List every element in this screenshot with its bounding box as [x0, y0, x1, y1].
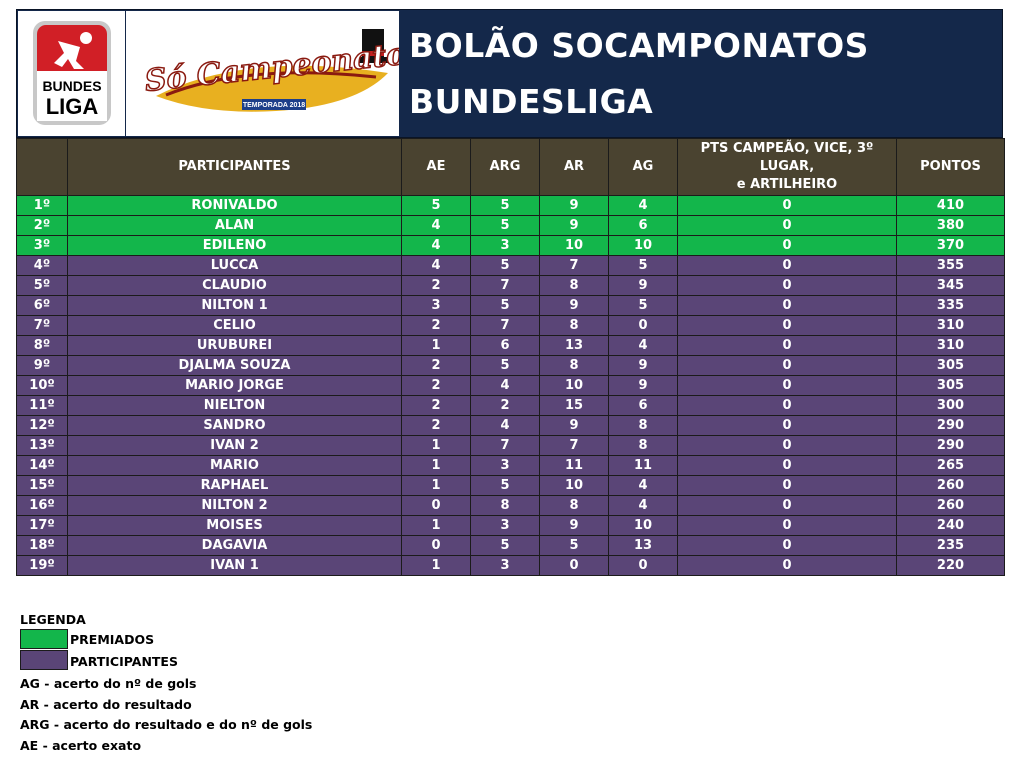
- pontos-cell: 290: [897, 416, 1005, 436]
- ag-cell: 8: [609, 436, 678, 456]
- pontos-cell: 310: [897, 316, 1005, 336]
- arg-cell: 7: [471, 316, 540, 336]
- arg-cell: 7: [471, 436, 540, 456]
- pontos-cell: 265: [897, 456, 1005, 476]
- table-row: [17, 276, 1005, 296]
- ar-cell: 13: [540, 336, 609, 356]
- header-ar: AR: [540, 139, 609, 196]
- ae-cell: 2: [402, 396, 471, 416]
- legend-participantes-swatch: [20, 650, 68, 670]
- position-cell: 14º: [17, 456, 68, 476]
- table-row: [17, 516, 1005, 536]
- pts-cell: 0: [678, 436, 897, 456]
- pts-cell: 0: [678, 376, 897, 396]
- ag-cell: 9: [609, 276, 678, 296]
- arg-cell: 5: [471, 476, 540, 496]
- participant-name-cell: URUBUREI: [68, 336, 402, 356]
- pts-cell: 0: [678, 236, 897, 256]
- pts-cell: 0: [678, 396, 897, 416]
- participant-name-cell: LUCCA: [68, 256, 402, 276]
- header-ae: AE: [402, 139, 471, 196]
- ar-cell: 9: [540, 216, 609, 236]
- pontos-cell: 305: [897, 356, 1005, 376]
- ag-cell: 5: [609, 296, 678, 316]
- table-row: [17, 436, 1005, 456]
- pts-cell: 0: [678, 336, 897, 356]
- participant-name-cell: IVAN 2: [68, 436, 402, 456]
- table-row: [17, 536, 1005, 556]
- ag-cell: 4: [609, 196, 678, 216]
- page-title-line2: BUNDESLIGA: [409, 82, 654, 121]
- pontos-cell: 355: [897, 256, 1005, 276]
- legend-note-ag: AG - acerto do nº de gols: [20, 676, 197, 691]
- ae-cell: 2: [402, 356, 471, 376]
- ar-cell: 0: [540, 556, 609, 576]
- table-row: [17, 236, 1005, 256]
- ar-cell: 10: [540, 476, 609, 496]
- arg-cell: 3: [471, 456, 540, 476]
- arg-cell: 5: [471, 216, 540, 236]
- table-row: [17, 496, 1005, 516]
- header-pts-line1: PTS CAMPEÃO, VICE, 3º LUGAR,: [700, 141, 874, 174]
- header-pos: [17, 139, 68, 196]
- pts-cell: 0: [678, 456, 897, 476]
- participant-name-cell: DJALMA SOUZA: [68, 356, 402, 376]
- participant-name-cell: ALAN: [68, 216, 402, 236]
- legend-note-ar: AR - acerto do resultado: [20, 697, 192, 712]
- pontos-cell: 380: [897, 216, 1005, 236]
- ranking-table: [16, 138, 1005, 576]
- pontos-cell: 240: [897, 516, 1005, 536]
- table-row: [17, 416, 1005, 436]
- pontos-cell: 220: [897, 556, 1005, 576]
- position-cell: 15º: [17, 476, 68, 496]
- pts-cell: 0: [678, 256, 897, 276]
- bundesliga-logo-graphic: [18, 11, 125, 136]
- ranking-table-body: [17, 196, 1005, 576]
- header-pontos: PONTOS: [897, 139, 1005, 196]
- table-header-row: [17, 139, 1005, 196]
- pts-cell: 0: [678, 516, 897, 536]
- page-title-line1: BOLÃO SOCAMPONATOS: [409, 26, 869, 65]
- position-cell: 10º: [17, 376, 68, 396]
- ae-cell: 2: [402, 416, 471, 436]
- arg-cell: 7: [471, 276, 540, 296]
- legend-note-ae: AE - acerto exato: [20, 738, 142, 753]
- table-row: [17, 296, 1005, 316]
- ag-cell: 13: [609, 536, 678, 556]
- ag-cell: 11: [609, 456, 678, 476]
- pts-cell: 0: [678, 196, 897, 216]
- ae-cell: 1: [402, 436, 471, 456]
- participant-name-cell: MARIO JORGE: [68, 376, 402, 396]
- ar-cell: 15: [540, 396, 609, 416]
- legend-title: LEGENDA: [20, 612, 86, 627]
- table-row: [17, 456, 1005, 476]
- arg-cell: 5: [471, 536, 540, 556]
- legend-participantes-label: PARTICIPANTES: [70, 654, 178, 669]
- arg-cell: 5: [471, 196, 540, 216]
- pontos-cell: 310: [897, 336, 1005, 356]
- pontos-cell: 235: [897, 536, 1005, 556]
- pontos-cell: 290: [897, 436, 1005, 456]
- pts-cell: 0: [678, 356, 897, 376]
- pts-cell: 0: [678, 496, 897, 516]
- table-row: [17, 196, 1005, 216]
- participant-name-cell: NILTON 2: [68, 496, 402, 516]
- ag-cell: 5: [609, 256, 678, 276]
- participant-name-cell: NILTON 1: [68, 296, 402, 316]
- ae-cell: 2: [402, 276, 471, 296]
- ar-cell: 9: [540, 416, 609, 436]
- ar-cell: 9: [540, 516, 609, 536]
- ae-cell: 1: [402, 456, 471, 476]
- ae-cell: 2: [402, 376, 471, 396]
- participant-name-cell: EDILENO: [68, 236, 402, 256]
- position-cell: 17º: [17, 516, 68, 536]
- ae-cell: 4: [402, 236, 471, 256]
- ae-cell: 5: [402, 196, 471, 216]
- ar-cell: 8: [540, 496, 609, 516]
- participant-name-cell: SANDRO: [68, 416, 402, 436]
- table-row: [17, 336, 1005, 356]
- position-cell: 1º: [17, 196, 68, 216]
- header-ag: AG: [609, 139, 678, 196]
- position-cell: 5º: [17, 276, 68, 296]
- pontos-cell: 410: [897, 196, 1005, 216]
- ae-cell: 1: [402, 516, 471, 536]
- arg-cell: 3: [471, 556, 540, 576]
- header-participantes: PARTICIPANTES: [68, 139, 402, 196]
- table-row: [17, 396, 1005, 416]
- ag-cell: 4: [609, 496, 678, 516]
- arg-cell: 3: [471, 236, 540, 256]
- legend-premiados-swatch: [20, 629, 68, 649]
- position-cell: 13º: [17, 436, 68, 456]
- position-cell: 12º: [17, 416, 68, 436]
- participant-name-cell: MARIO: [68, 456, 402, 476]
- ar-cell: 9: [540, 196, 609, 216]
- arg-cell: 5: [471, 296, 540, 316]
- ag-cell: 8: [609, 416, 678, 436]
- ag-cell: 4: [609, 336, 678, 356]
- ag-cell: 0: [609, 316, 678, 336]
- ae-cell: 1: [402, 336, 471, 356]
- ae-cell: 4: [402, 256, 471, 276]
- ae-cell: 1: [402, 556, 471, 576]
- pts-cell: 0: [678, 216, 897, 236]
- socampeonatos-logo: [126, 11, 399, 136]
- arg-cell: 5: [471, 356, 540, 376]
- table-row: [17, 476, 1005, 496]
- ar-cell: 8: [540, 356, 609, 376]
- ar-cell: 7: [540, 436, 609, 456]
- participant-name-cell: RONIVALDO: [68, 196, 402, 216]
- table-row: [17, 556, 1005, 576]
- bundesliga-logo: [18, 11, 125, 136]
- pontos-cell: 335: [897, 296, 1005, 316]
- pts-cell: 0: [678, 276, 897, 296]
- ag-cell: 10: [609, 516, 678, 536]
- ar-cell: 8: [540, 276, 609, 296]
- pts-cell: 0: [678, 556, 897, 576]
- participant-name-cell: IVAN 1: [68, 556, 402, 576]
- table-row: [17, 376, 1005, 396]
- page-header: [16, 9, 1003, 138]
- position-cell: 18º: [17, 536, 68, 556]
- socampeonatos-logo-text: Só Campeonatos: [143, 34, 399, 99]
- ae-cell: 0: [402, 496, 471, 516]
- ae-cell: 0: [402, 536, 471, 556]
- position-cell: 7º: [17, 316, 68, 336]
- participant-name-cell: RAPHAEL: [68, 476, 402, 496]
- pontos-cell: 370: [897, 236, 1005, 256]
- pontos-cell: 345: [897, 276, 1005, 296]
- ar-cell: 10: [540, 376, 609, 396]
- ag-cell: 9: [609, 356, 678, 376]
- ae-cell: 4: [402, 216, 471, 236]
- position-cell: 16º: [17, 496, 68, 516]
- socampeonatos-logo-graphic: [126, 11, 399, 136]
- position-cell: 4º: [17, 256, 68, 276]
- position-cell: 6º: [17, 296, 68, 316]
- ar-cell: 5: [540, 536, 609, 556]
- arg-cell: 2: [471, 396, 540, 416]
- bundes-logo-line1: BUNDES: [42, 78, 102, 94]
- participant-name-cell: MOISES: [68, 516, 402, 536]
- ag-cell: 0: [609, 556, 678, 576]
- ar-cell: 8: [540, 316, 609, 336]
- arg-cell: 5: [471, 256, 540, 276]
- arg-cell: 8: [471, 496, 540, 516]
- table-row: [17, 256, 1005, 276]
- ag-cell: 4: [609, 476, 678, 496]
- position-cell: 9º: [17, 356, 68, 376]
- position-cell: 2º: [17, 216, 68, 236]
- position-cell: 3º: [17, 236, 68, 256]
- pontos-cell: 300: [897, 396, 1005, 416]
- position-cell: 8º: [17, 336, 68, 356]
- pontos-cell: 305: [897, 376, 1005, 396]
- ar-cell: 11: [540, 456, 609, 476]
- arg-cell: 4: [471, 416, 540, 436]
- participant-name-cell: CLAUDIO: [68, 276, 402, 296]
- ae-cell: 1: [402, 476, 471, 496]
- pts-cell: 0: [678, 536, 897, 556]
- position-cell: 11º: [17, 396, 68, 416]
- header-pts: [678, 139, 897, 196]
- ar-cell: 10: [540, 236, 609, 256]
- ae-cell: 3: [402, 296, 471, 316]
- header-pts-line2: e ARTILHEIRO: [736, 177, 838, 192]
- legend-premiados-label: PREMIADOS: [70, 632, 155, 647]
- pts-cell: 0: [678, 476, 897, 496]
- arg-cell: 4: [471, 376, 540, 396]
- table-row: [17, 316, 1005, 336]
- bundes-logo-line2: LIGA: [45, 94, 99, 119]
- participant-name-cell: DAGAVIA: [68, 536, 402, 556]
- pts-cell: 0: [678, 416, 897, 436]
- socampeonatos-logo-subtext: TEMPORADA 2018: [242, 102, 306, 109]
- header-arg: ARG: [471, 139, 540, 196]
- table-row: [17, 356, 1005, 376]
- legend-note-arg: ARG - acerto do resultado e do nº de gols: [20, 717, 313, 732]
- ag-cell: 6: [609, 396, 678, 416]
- pontos-cell: 260: [897, 496, 1005, 516]
- ag-cell: 10: [609, 236, 678, 256]
- ae-cell: 2: [402, 316, 471, 336]
- participant-name-cell: CELIO: [68, 316, 402, 336]
- position-cell: 19º: [17, 556, 68, 576]
- arg-cell: 6: [471, 336, 540, 356]
- ag-cell: 9: [609, 376, 678, 396]
- arg-cell: 3: [471, 516, 540, 536]
- ar-cell: 9: [540, 296, 609, 316]
- ag-cell: 6: [609, 216, 678, 236]
- pts-cell: 0: [678, 316, 897, 336]
- table-row: [17, 216, 1005, 236]
- pts-cell: 0: [678, 296, 897, 316]
- ar-cell: 7: [540, 256, 609, 276]
- participant-name-cell: NIELTON: [68, 396, 402, 416]
- pontos-cell: 260: [897, 476, 1005, 496]
